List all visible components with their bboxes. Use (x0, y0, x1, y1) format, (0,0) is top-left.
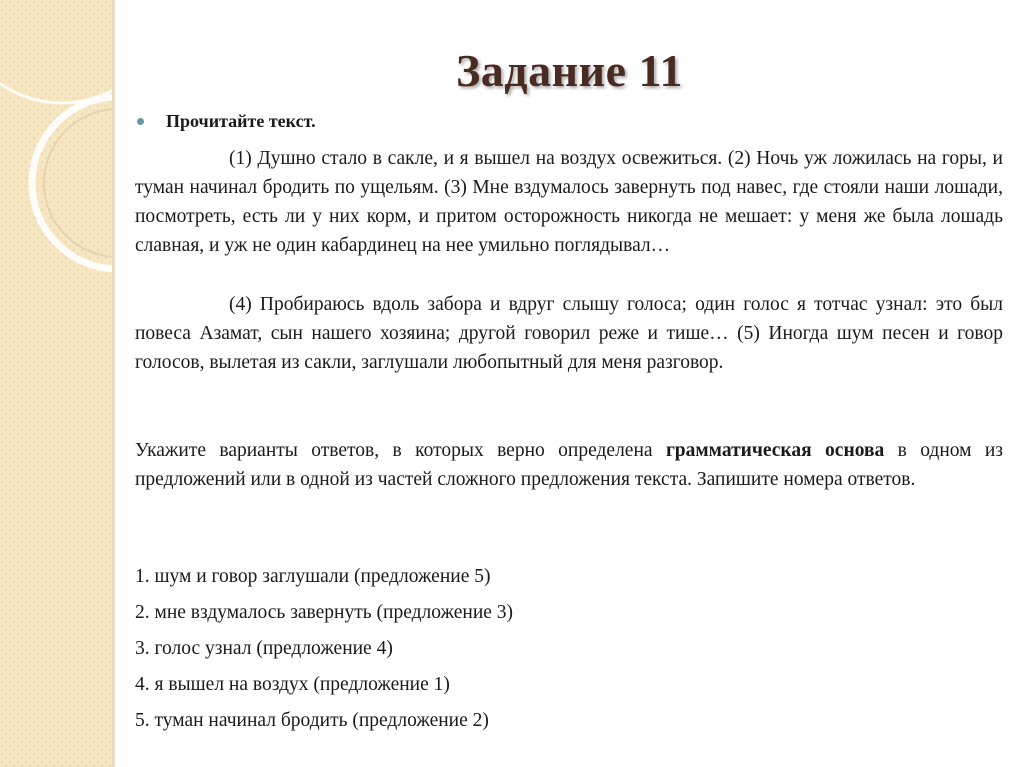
decorative-side-band (0, 0, 112, 767)
answer-option-3: 3. голос узнал (предложение 4) (135, 638, 393, 659)
answer-option-1: 1. шум и говор заглушали (предложение 5) (135, 566, 491, 587)
answer-options-list (135, 562, 513, 742)
decorative-rings (0, 0, 112, 767)
answer-option-5: 5. туман начинал бродить (предложение 2) (135, 710, 489, 731)
intro-bullet-row (137, 111, 316, 132)
task-question (135, 436, 1003, 494)
intro-text: Прочитайте текст. (166, 111, 316, 131)
text-paragraph-1 (135, 144, 1003, 260)
question-text-start: Укажите варианты ответов, в которых верно определена (135, 440, 666, 461)
paragraph-2-text: (4) Пробираюсь вдоль забора и вдруг слышу голоса; один голос я тотчас узнал: это был повеса Азамат, сын нашего хозяина; другой говорил реже и тише… (5) Иногда шум песен и говор голосов, вылетая из сакли, заглушали любопытный для меня разговор. (135, 294, 1003, 373)
text-paragraph-2 (135, 290, 1003, 377)
question-bold-term: грамматическая основа (665, 440, 885, 461)
slide-title: Задание 11 (456, 45, 683, 96)
bullet-icon (137, 118, 144, 125)
paragraph-1-text: (1) Душно стало в сакле, и я вышел на воздух освежиться. (2) Ночь уж ложилась на горы, и туман начинал бродить по ущельям. (3) Мне вздумалось завернуть под навес, где стояли наши лошади, посмотреть, есть ли у них корм, и притом осторожность никогда не мешает: у меня же была лошадь славная, и уж не один кабардинец на нее умильно поглядывал… (135, 148, 1003, 256)
side-band-edge (112, 0, 115, 767)
answer-option-4: 4. я вышел на воздух (предложение 1) (135, 674, 450, 695)
answer-option-2: 2. мне вздумалось завернуть (предложение 3) (135, 602, 514, 623)
question-text-end: в одном из предложений или в одной из частей сложного предложения текста. Запишите номера ответов. (135, 440, 1003, 490)
